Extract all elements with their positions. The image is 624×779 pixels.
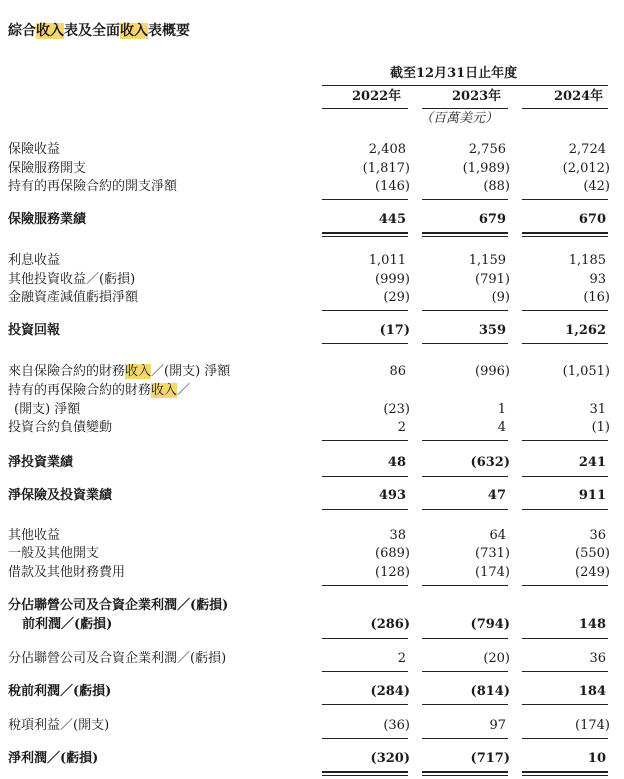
subtotal-rule	[522, 310, 608, 311]
cell-2023: 64	[489, 528, 506, 543]
row-label: 保險服務開支	[8, 161, 87, 176]
cell-2024: (550)	[575, 546, 610, 561]
cell-2023: 97	[489, 718, 506, 733]
double-rule	[422, 232, 508, 234]
cell-2024: 670	[578, 212, 606, 227]
cell-2023: (632)	[470, 455, 510, 470]
title-part: 表概要	[148, 23, 190, 39]
cell-2022: 2	[397, 420, 406, 435]
subtotal-rule	[522, 585, 608, 586]
double-rule	[422, 236, 508, 237]
subtotal-rule	[422, 585, 508, 586]
cell-2023: (1,989)	[462, 161, 510, 176]
cell-2022: (128)	[375, 565, 410, 580]
subtotal-rule	[522, 738, 608, 739]
cell-2022: (146)	[375, 179, 410, 194]
double-rule	[322, 775, 408, 776]
cell-2022: (17)	[379, 323, 410, 338]
cell-2024: 184	[578, 684, 606, 699]
double-rule	[322, 236, 408, 237]
subtotal-rule	[422, 738, 508, 739]
cell-2022: (999)	[375, 272, 410, 287]
row-label-total: 淨保險及投資業績	[8, 488, 113, 503]
cell-2024: (174)	[575, 718, 610, 733]
row-label: 稅項利益／(開支)	[8, 718, 110, 733]
cell-2022: (23)	[383, 402, 410, 417]
subtotal-rule	[522, 440, 608, 441]
subtotal-rule	[422, 509, 508, 510]
cell-2022: (320)	[370, 751, 410, 766]
subtotal-rule	[422, 343, 508, 344]
row-label: 持有的再保險合約的開支淨額	[8, 179, 178, 194]
cell-2023: 4	[497, 420, 506, 435]
row-label: 一般及其他開支	[8, 546, 100, 561]
cell-2022: (689)	[375, 546, 410, 561]
row-label-total: 保險服務業績	[8, 212, 87, 227]
cell-2023: (731)	[475, 546, 510, 561]
cell-2023: (814)	[470, 684, 510, 699]
cell-2023: 47	[487, 488, 506, 503]
subtotal-rule	[322, 704, 408, 705]
cell-2022: 48	[387, 455, 406, 470]
cell-2024: 2,724	[568, 142, 606, 157]
label-part: 持有的再保險合約的財務	[8, 383, 152, 398]
subtotal-rule	[422, 310, 508, 311]
subtotal-rule	[422, 199, 508, 200]
period-header: 截至12月31日止年度	[390, 66, 518, 81]
double-rule	[422, 771, 508, 773]
row-label: 分佔聯營公司及合資企業利潤／(虧損)	[8, 651, 227, 666]
row-label-total: 分佔聯營公司及合資企業利潤／(虧損)	[8, 598, 229, 613]
title-part: 綜合	[8, 23, 36, 39]
cell-2022: 2,408	[368, 142, 406, 157]
cell-2023: (794)	[470, 617, 510, 632]
cell-2023: 679	[478, 212, 506, 227]
subtotal-rule	[522, 343, 608, 344]
row-label: 其他收益	[8, 528, 61, 543]
subtotal-rule	[422, 440, 508, 441]
row-label: 金融資產減值虧損淨額	[8, 290, 139, 305]
cell-2024: 36	[589, 528, 606, 543]
double-rule	[322, 771, 408, 773]
year-rule	[322, 108, 408, 109]
subtotal-rule	[422, 476, 508, 477]
cell-2022: 86	[389, 364, 406, 379]
cell-2022: (36)	[383, 718, 410, 733]
row-label-total-cont: 前利潤／(虧損)	[22, 617, 113, 632]
cell-2023: 2,756	[468, 142, 506, 157]
subtotal-rule	[322, 343, 408, 344]
row-label: 其他投資收益／(虧損)	[8, 272, 136, 287]
subtotal-rule	[322, 638, 408, 639]
title-highlight: 收入	[120, 23, 148, 39]
subtotal-rule	[322, 738, 408, 739]
row-label: 利息收益	[8, 253, 61, 268]
subtotal-rule	[522, 476, 608, 477]
cell-2024: 10	[587, 751, 606, 766]
row-label-cont: (開支) 淨額	[14, 402, 81, 417]
cell-2024: 93	[589, 272, 606, 287]
cell-2023: (791)	[475, 272, 510, 287]
cell-2024: (2,012)	[562, 161, 610, 176]
cell-2024: (42)	[583, 179, 610, 194]
subtotal-rule	[422, 671, 508, 672]
subtotal-rule	[322, 199, 408, 200]
cell-2023: 1	[497, 402, 506, 417]
subtotal-rule	[422, 638, 508, 639]
cell-2022: (286)	[370, 617, 410, 632]
subtotal-rule	[322, 310, 408, 311]
double-rule	[322, 232, 408, 234]
cell-2022: (1,817)	[362, 161, 410, 176]
row-label: 保險收益	[8, 142, 61, 157]
double-rule	[522, 771, 608, 773]
subtotal-rule	[322, 476, 408, 477]
cell-2023: (9)	[491, 290, 510, 305]
cell-2024: (16)	[583, 290, 610, 305]
cell-2023: (996)	[475, 364, 510, 379]
cell-2024: (1)	[591, 420, 610, 435]
year-2022: 2022年	[352, 89, 402, 104]
subtotal-rule	[422, 704, 508, 705]
subtotal-rule	[322, 440, 408, 441]
label-part: ／(開支) 淨額	[151, 364, 231, 379]
cell-2023: 1,159	[468, 253, 506, 268]
cell-2022: 2	[397, 651, 406, 666]
row-label-total: 投資回報	[8, 323, 61, 338]
cell-2024: 31	[589, 402, 606, 417]
subtotal-rule	[522, 638, 608, 639]
cell-2023: (717)	[470, 751, 510, 766]
row-label	[8, 383, 190, 399]
cell-2024: 241	[578, 455, 606, 470]
cell-2024: (1,051)	[562, 364, 610, 379]
row-label-total: 稅前利潤／(虧損)	[8, 684, 112, 699]
title-part: 表及全面	[64, 23, 120, 39]
subtotal-rule	[522, 704, 608, 705]
double-rule	[522, 236, 608, 237]
cell-2022: 38	[389, 528, 406, 543]
year-rule	[522, 108, 608, 109]
header-rule	[322, 85, 608, 86]
year-2024: 2024年	[554, 89, 604, 104]
page-title	[8, 22, 190, 40]
label-highlight: 收入	[125, 364, 152, 379]
cell-2024: 1,185	[568, 253, 606, 268]
row-label: 借款及其他財務費用	[8, 565, 126, 580]
cell-2022: 1,011	[368, 253, 406, 268]
row-label-total: 淨利潤／(虧損)	[8, 751, 99, 766]
cell-2024: 1,262	[565, 323, 606, 338]
unit-label: （百萬美元）	[420, 111, 499, 126]
cell-2022: (284)	[370, 684, 410, 699]
cell-2023: (20)	[483, 651, 510, 666]
double-rule	[422, 775, 508, 776]
row-label	[8, 364, 230, 380]
subtotal-rule	[322, 585, 408, 586]
label-highlight: 收入	[151, 383, 178, 398]
cell-2023: (174)	[475, 565, 510, 580]
cell-2024: 911	[578, 488, 606, 503]
subtotal-rule	[522, 509, 608, 510]
label-part: 來自保險合約的財務	[8, 364, 126, 379]
cell-2023: (88)	[483, 179, 510, 194]
cell-2022: 493	[378, 488, 406, 503]
cell-2023: 359	[478, 323, 506, 338]
year-rule	[422, 108, 508, 109]
subtotal-rule	[322, 509, 408, 510]
double-rule	[522, 775, 608, 776]
double-rule	[522, 232, 608, 234]
row-label-total: 淨投資業績	[8, 455, 74, 470]
cell-2024: (249)	[575, 565, 610, 580]
subtotal-rule	[322, 671, 408, 672]
subtotal-rule	[522, 199, 608, 200]
cell-2024: 36	[589, 651, 606, 666]
subtotal-rule	[522, 671, 608, 672]
cell-2022: (29)	[383, 290, 410, 305]
title-highlight: 收入	[36, 23, 64, 39]
label-part: ／	[177, 383, 191, 398]
cell-2024: 148	[578, 617, 606, 632]
year-2023: 2023年	[452, 89, 502, 104]
cell-2022: 445	[378, 212, 406, 227]
row-label: 投資合約負債變動	[8, 420, 113, 435]
